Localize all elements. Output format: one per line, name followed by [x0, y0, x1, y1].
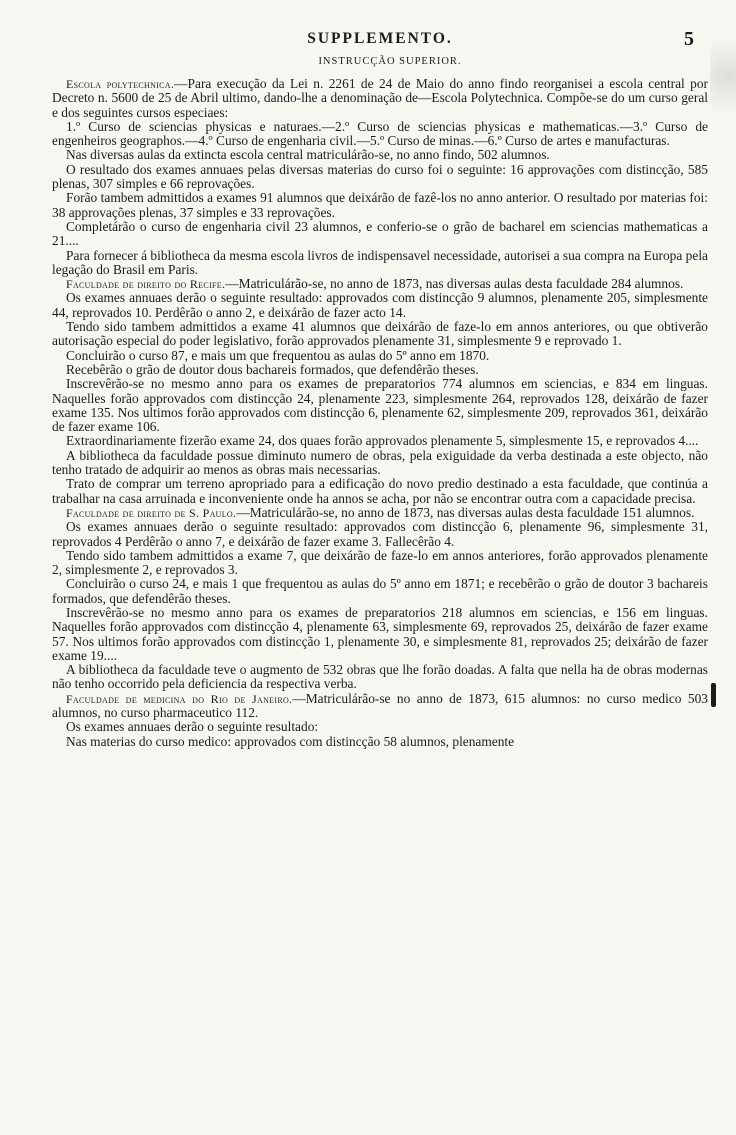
paragraph	[52, 692, 708, 721]
paragraph-text: A bibliotheca da faculdade possue diminuto numero de obras, pela exiguidade da verba destinada a este objecto, não tenho tratado de adquirir ao menos as obras mais necessarias.	[52, 447, 708, 478]
body-text	[52, 77, 708, 749]
paragraph	[52, 506, 708, 520]
page-bleed-mark	[710, 40, 736, 130]
paragraph	[52, 349, 708, 363]
paragraph-text: Os exames annuaes derão o seguinte resultado: approvados com distincção 9 alumnos, plenamente 205, simplesmente 44, reprovados 10. Perdêrão o anno 2, e deixárão de fazer acto 14.	[52, 290, 708, 320]
paragraph-text: Os exames annuaes derão o seguinte resultado:	[66, 719, 319, 735]
paragraph	[52, 291, 708, 320]
paragraph	[52, 663, 708, 692]
paragraph-text: Inscrevêrão-se no mesmo anno para os exames de preparatorios 218 alumnos em sciencias, e 156 em linguas. Naquelles forão approvados com distincção 4, plenamente 63, simplesmente 69, reprovados 25, deixárão de fazer exame 57. Nos ultimos forão approvados com distincção 1, plenamente 30, e simplesmente 81, reprovados 25; deixárão de fazer exame 19....	[52, 604, 708, 663]
paragraph	[52, 163, 708, 192]
paragraph-text: Nas materias do curso medico: approvados com distincção 58 alumnos, plenamente	[66, 733, 515, 749]
paragraph-text: —Matriculárão-se, no anno de 1873, nas diversas aulas desta faculdade 151 alumnos.	[236, 504, 695, 520]
paragraph	[52, 377, 708, 434]
paragraph-text: Forão tambem admittidos a exames 91 alumnos que deixárão de fazê-los no anno anterior. O resultado por materias foi: 38 approvações plenas, 37 simples e 33 reprovações.	[52, 190, 708, 220]
paragraph-text: —Matriculárão-se, no anno de 1873, nas diversas aulas desta faculdade 284 alumnos.	[225, 276, 684, 292]
running-title: SUPPLEMENTO.	[307, 30, 453, 47]
paragraph	[52, 249, 708, 278]
margin-mark	[711, 683, 716, 707]
paragraph	[52, 549, 708, 578]
paragraph-text: Tendo sido tambem admittidos a exame 41 alumnos que deixárão de faze-lo em annos anteriores, ou que obtiverão autorisação especial do poder legislativo, forão approvados plenamente 31, simplesmente 9 e reprovado 1.	[52, 319, 708, 349]
paragraph-heading: Escola polytechnica.	[66, 77, 175, 91]
paragraph-text: Para fornecer á bibliotheca da mesma escola livros de indispensavel necessidade, autorisei a sua compra na Europa pela legação do Brasil em Paris.	[52, 247, 708, 277]
paragraph-text: A bibliotheca da faculdade teve o augmento de 532 obras que lhe forão doadas. A falta que nella ha de obras modernas não tenho occorrido pela deficiencia da respectiva verba.	[52, 662, 708, 692]
paragraph	[52, 320, 708, 349]
paragraph	[52, 606, 708, 663]
running-head	[52, 22, 708, 52]
paragraph-text: Completárão o curso de engenharia civil 23 alumnos, e conferio-se o grão de bacharel em sciencias mathematicas a 21....	[52, 218, 708, 249]
paragraph	[52, 77, 708, 120]
paragraph	[52, 191, 708, 220]
paragraph	[52, 277, 708, 291]
paragraph	[52, 720, 708, 734]
paragraph-text: Concluirão o curso 87, e mais um que frequentou as aulas do 5º anno em 1870.	[66, 347, 490, 363]
paragraph-text: Extraordinariamente fizerão exame 24, dos quaes forão approvados plenamente 5, simplesmente 15, e reprovados 4....	[66, 433, 699, 449]
paragraph-text: Trato de comprar um terreno apropriado para a edificação do novo predio destinado a esta faculdade, que continúa a trabalhar na casa arruinada e inconveniente onde ha annos se acha, por não se encontrar outra com a capacidade precisa.	[52, 476, 708, 506]
section-title: INSTRUCÇÃO SUPERIOR.	[318, 56, 462, 67]
paragraph-text: Os exames annuaes derão o seguinte resultado: approvados com distincção 6, plenamente 96, simplesmente 31, reprovados 4 Perdêrão o anno 7, e deixárão de fazer exame 3. Fallecêrão 4.	[52, 519, 708, 549]
paragraph	[52, 735, 708, 749]
paragraph-text: Concluirão o curso 24, e mais 1 que frequentou as aulas do 5º anno em 1871; e recebêrão o grão de doutor 3 bachareis formados, que defendêrão theses.	[52, 576, 708, 606]
paragraph-heading: Faculdade de direito do Recife.	[66, 277, 226, 292]
paragraph-text: Nas diversas aulas da extincta escola central matriculárão-se, no anno findo, 502 alumnos.	[66, 147, 550, 163]
paragraph-text: O resultado dos exames annuaes pelas diversas materias do curso foi o seguinte: 16 approvações com distincção, 585 plenas, 307 simples e 66 reprovações.	[52, 161, 708, 192]
paragraph	[52, 148, 708, 162]
paragraph	[52, 520, 708, 549]
paragraph	[52, 434, 708, 448]
page-number: 5	[684, 28, 694, 50]
paragraph	[52, 220, 708, 249]
paragraph-text: —Para execução da Lei n. 2261 de 24 de Maio do anno findo reorganisei a escola central por Decreto n. 5600 de 25 de Abril ultimo, dando-lhe a denominação de—Escola Polytechnica. Compõe-se do um curso geral e dos seguintes cursos especiaes:	[52, 76, 708, 120]
paragraph-text: Tendo sido tambem admittidos a exame 7, que deixárão de faze-lo em annos anteriores, forão approvados plenamente 2, simplesmente 2, e reprovados 3.	[52, 547, 708, 578]
paragraph-heading: Faculdade de medicina do Rio de Janeiro.	[66, 691, 293, 706]
paragraph-text: 1.º Curso de sciencias physicas e naturaes.—2.º Curso de sciencias physicas e mathematicas.—3.º Curso de engenheiros geographos.—4.º Curso de engenharia civil.—5.º Curso de minas.—6.º Curso de artes e manufacturas.	[52, 118, 708, 149]
paragraph	[52, 449, 708, 478]
paragraph	[52, 120, 708, 149]
paragraph-text: Recebêrão o grão de doutor dous bachareis formados, que defendêrão theses.	[66, 361, 479, 377]
paragraph	[52, 363, 708, 377]
paragraph-text: Inscrevêrão-se no mesmo anno para os exames de preparatorios 774 alumnos em sciencias, e 834 em linguas. Naquelles forão approvados com distincção 24, plenamente 223, simplesmente 264, reprovados 128, deixárão de fazer exame 135. Nos ultimos forão approvados com distincção 6, plenamente 62, simplesmente 209, reprovados 361, deixárão de fazer exame 106.	[52, 376, 708, 435]
paragraph-heading: Faculdade de direito de S. Paulo.	[66, 505, 237, 520]
paragraph-text: —Matriculárão-se no anno de 1873, 615 alumnos: no curso medico 503 alumnos, no curso pharmaceutico 112.	[52, 690, 708, 721]
paragraph	[52, 577, 708, 606]
paragraph	[52, 477, 708, 506]
